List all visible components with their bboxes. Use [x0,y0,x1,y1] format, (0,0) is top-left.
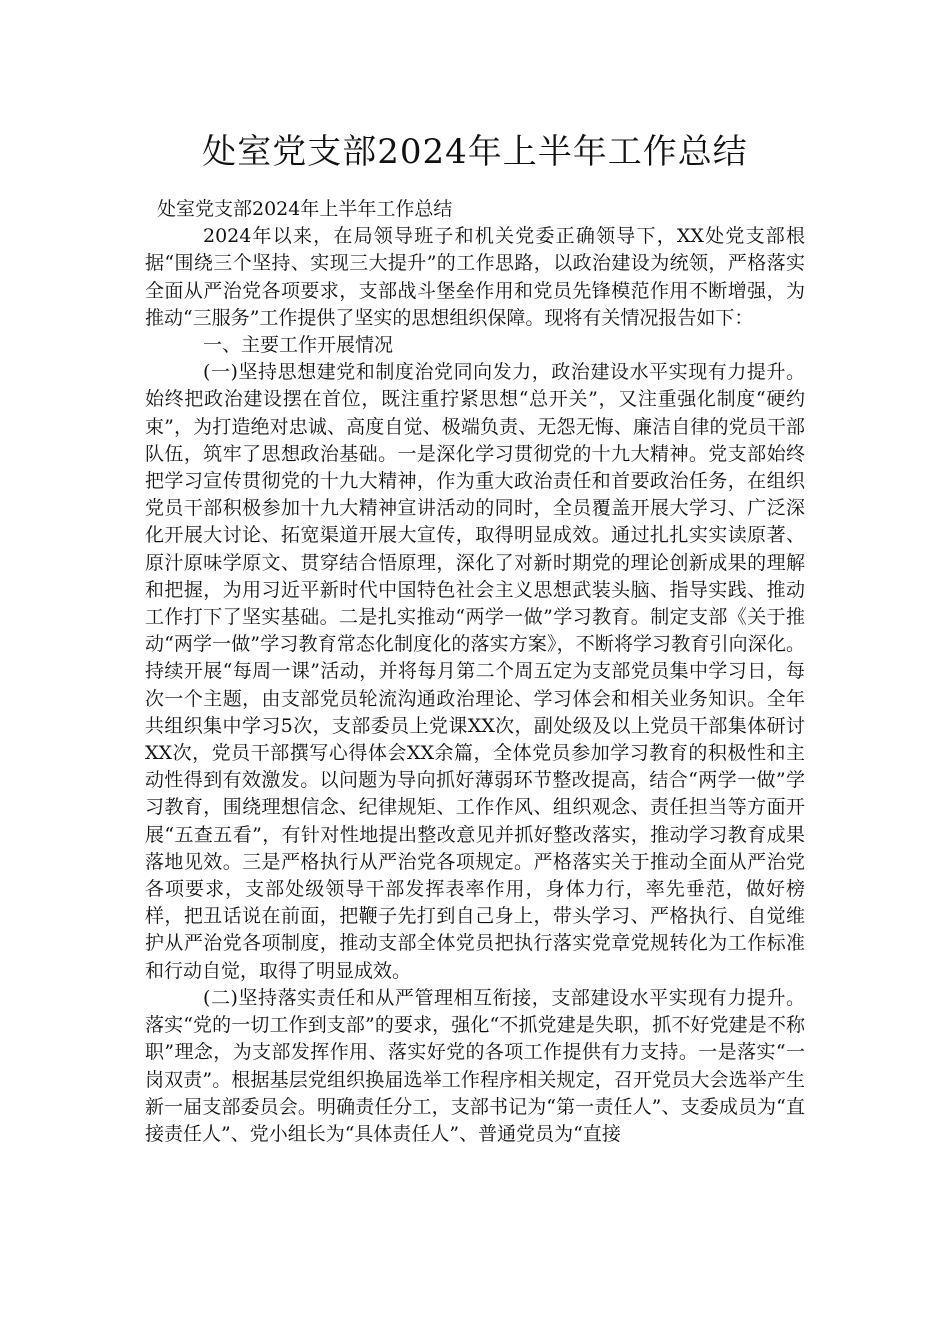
paragraph-intro: 2024年以来，在局领导班子和机关党委正确领导下，XX处党支部根据“围绕三个坚持、实现三大提升”的工作思路，以政治建设为统领，严格落实全面从严治党各项要求，支部战斗堡垒作用和党员先锋模范作用不断增强，为推动“三服务”工作提供了坚实的思想组织保障。现将有关情况报告如下： [145,225,805,329]
paragraph-section-1: (一)坚持思想建党和制度治党同向发力，政治建设水平实现有力提升。始终把政治建设摆在首位，既注重拧紧思想“总开关”，又注重强化制度“硬约束”，为打造绝对忠诚、高度自觉、极端负责、无怨无悔、廉洁自律的党员干部队伍，筑牢了思想政治基础。一是深化学习贯彻党的十九大精神。党支部始终把学习宣传贯彻党的十九大精神，作为重大政治责任和首要政治任务，在组织党员干部积极参加十九大精神宣讲活动的同时，全员覆盖开展大学习、广泛深化开展大讨论、拓宽渠道开展大宣传，取得明显成效。通过扎扎实实读原著、原汁原味学原文、贯穿结合悟原理，深化了对新时期党的理论创新成果的理解和把握，为用习近平新时代中国特色社会主义思想武装头脑、指导实践、推动工作打下了坚实基础。二是扎实推动“两学一做”学习教育。制定支部《关于推动“两学一做”学习教育常态化制度化的落实方案》，不断将学习教育引向深化。持续开展“每周一课”活动，并将每月第二个周五定为支部党员集中学习日，每次一个主题，由支部党员轮流沟通政治理论、学习体会和相关业务知识。全年共组织集中学习5次，支部委员上党课XX次，副处级及以上党员干部集体研讨XX次，党员干部撰写心得体会XX余篇，全体党员参加学习教育的积极性和主动性得到有效激发。以问题为导向抓好薄弱环节整改提高，结合“两学一做”学习教育，围绕理想信念、纪律规矩、工作作风、组织观念、责任担当等方面开展“五查五看”，有针对性地提出整改意见并抓好整改落实，推动学习教育成果落地见效。三是严格执行从严治党各项规定。严格落实关于推动全面从严治党各项要求，支部处级领导干部发挥表率作用，身体力行，率先垂范，做好榜样，把丑话说在前面，把鞭子先打到自己身上，带头学习、严格执行、自觉维护从严治党各项制度，推动支部全体党员把执行落实党章党规转化为工作标准和行动自觉，取得了明显成效。 [145,361,805,982]
section-heading: 一、主要工作开展情况 [203,334,394,357]
document-body [145,196,805,1148]
document-title: 处室党支部2024年上半年工作总结 [202,132,748,172]
document-subtitle: 处室党支部2024年上半年工作总结 [157,198,453,220]
paragraph-section-2: (二)坚持落实责任和从严管理相互衔接，支部建设水平实现有力提升。落实“党的一切工作到支部”的要求，强化“不抓党建是失职，抓不好党建是不称职”理念，为支部发挥作用、落实好党的各项工作提供有力支持。一是落实“一岗双责”。根据基层党组织换届选举工作程序相关规定，召开党员大会选举产生新一届支部委员会。明确责任分工，支部书记为“第一责任人”、支委成员为“直接责任人”、党小组长为“具体责任人”、普通党员为“直接 [145,986,805,1145]
